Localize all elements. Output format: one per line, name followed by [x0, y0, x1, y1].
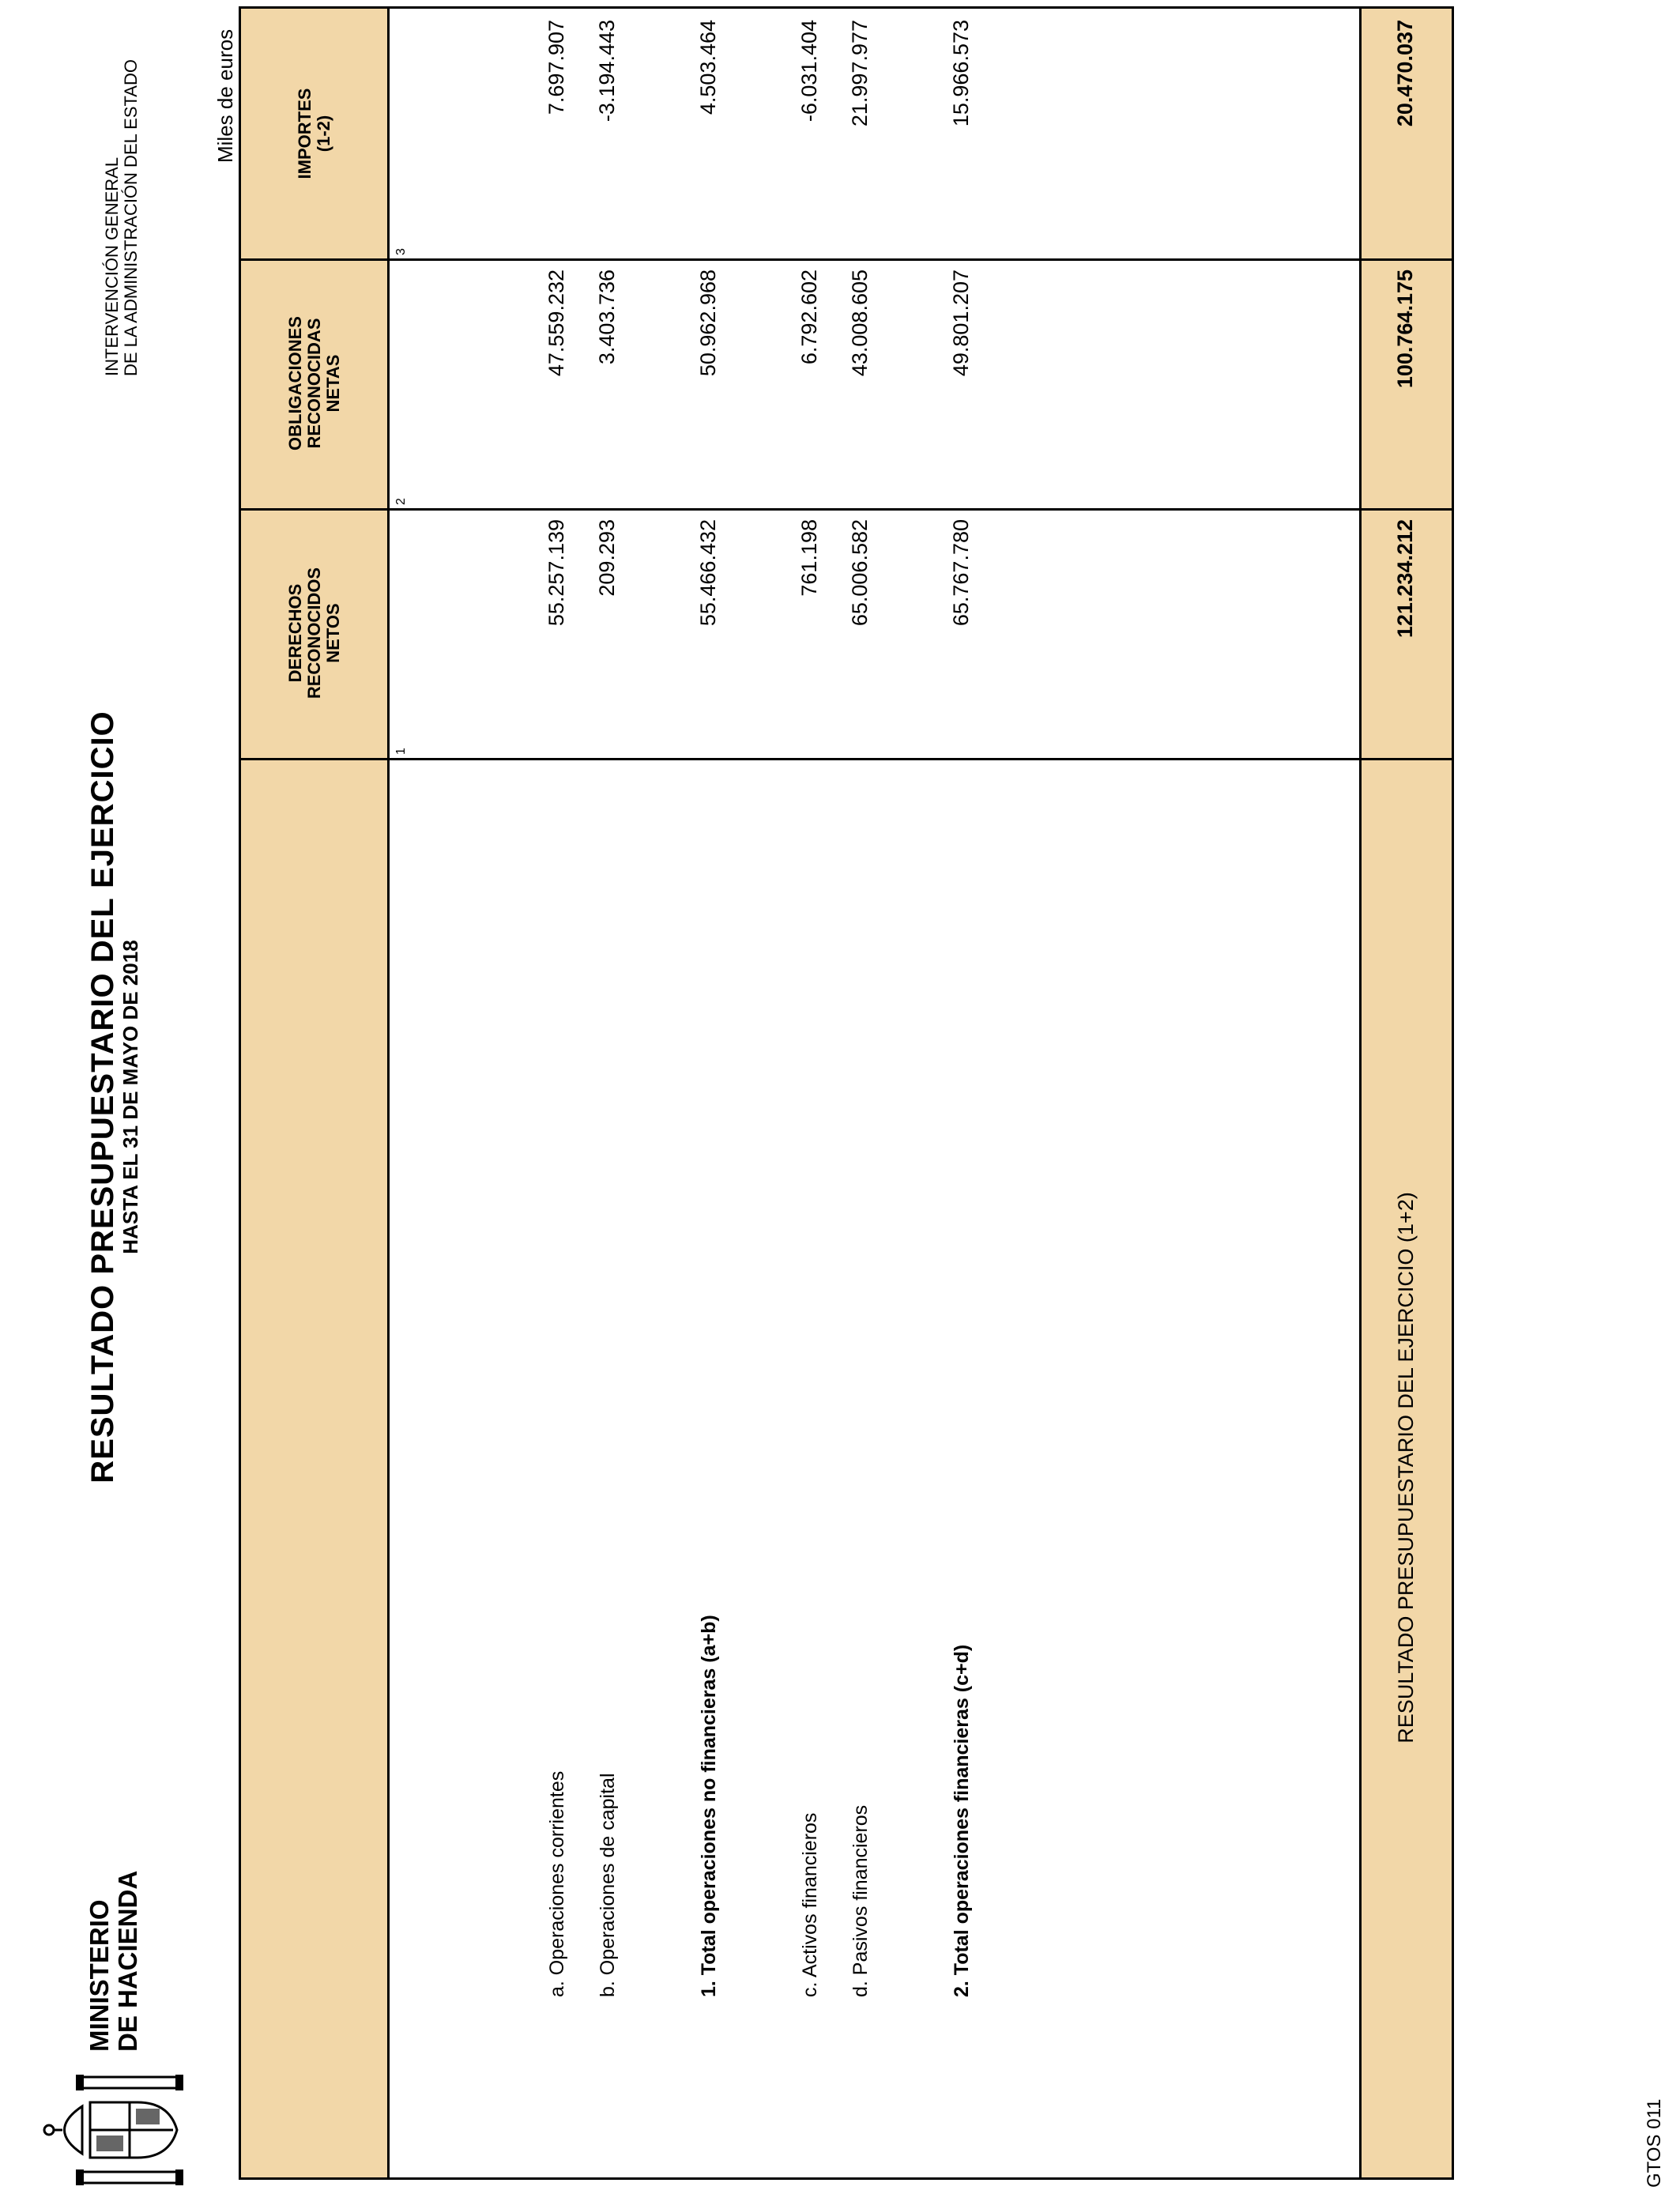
budget-result-table	[239, 6, 1454, 2180]
header-obligaciones: OBLIGACIONES RECONOCIDAS NETAS	[241, 258, 390, 508]
issuing-body-line-2: DE LA ADMINISTRACIÓN DEL ESTADO	[121, 59, 141, 376]
page-subtitle: HASTA EL 31 DE MAYO DE 2018	[119, 940, 142, 1254]
cell-obligaciones: 6.792.602	[797, 270, 821, 365]
form-code: GTOS 011	[1644, 2098, 1665, 2188]
header-importes: IMPORTES (1-2)	[241, 9, 390, 258]
row-label-operaciones-corrientes: a. Operaciones corrientes	[546, 1770, 568, 1997]
cell-derechos: 55.466.432	[696, 519, 720, 627]
total-obligaciones: 100.764.175	[1393, 270, 1417, 389]
row-label-activos-financieros: c. Activos financieros	[799, 1812, 821, 1997]
cell-obligaciones: 49.801.207	[949, 270, 973, 377]
row-label-operaciones-capital: b. Operaciones de capital	[597, 1773, 619, 1997]
ministry-line-1: MINISTERIO	[85, 1899, 114, 2052]
column-divider	[241, 508, 1452, 511]
cell-importes: -6.031.404	[797, 20, 821, 123]
ministry-line-2: DE HACIENDA	[113, 1870, 142, 2052]
column-number-3: 3	[394, 248, 408, 255]
cell-obligaciones: 3.403.736	[595, 270, 619, 365]
cell-derechos: 65.767.780	[949, 519, 973, 627]
issuing-body	[103, 59, 141, 376]
cell-derechos: 761.198	[797, 519, 821, 597]
column-number-1: 1	[394, 748, 408, 755]
cell-obligaciones: 43.008.605	[848, 270, 872, 377]
column-number-2: 2	[394, 498, 408, 505]
units-label: Miles de euros	[213, 28, 237, 163]
cell-importes: 15.966.573	[949, 20, 973, 127]
cell-obligaciones: 50.962.968	[696, 270, 720, 377]
cell-derechos: 55.257.139	[544, 519, 568, 627]
issuing-body-line-1: INTERVENCIÓN GENERAL	[102, 156, 122, 376]
total-row-divider	[1359, 9, 1362, 2177]
cell-importes: -3.194.443	[595, 20, 619, 123]
column-divider	[241, 758, 1452, 760]
cell-importes: 21.997.977	[848, 20, 872, 127]
cell-importes: 7.697.907	[544, 20, 568, 115]
row-label-pasivos-financieros: d. Pasivos financieros	[849, 1804, 872, 1997]
total-importes: 20.470.037	[1393, 20, 1417, 127]
header-concept-cell	[241, 758, 390, 2177]
row-label-total-no-financieras: 1. Total operaciones no financieras (a+b)	[698, 1615, 720, 1997]
total-row-label: RESULTADO PRESUPUESTARIO DEL EJERCICIO (1+2)	[1393, 1192, 1418, 1744]
page-title: RESULTADO PRESUPUESTARIO DEL EJERCICIO	[85, 711, 120, 1483]
cell-derechos: 65.006.582	[848, 519, 872, 627]
row-label-total-financieras: 2. Total operaciones financieras (c+d)	[951, 1644, 973, 1997]
column-divider	[241, 258, 1452, 261]
cell-importes: 4.503.464	[696, 20, 720, 115]
header-derechos: DERECHOS RECONOCIDOS NETOS	[241, 508, 390, 758]
total-derechos: 121.234.212	[1393, 519, 1417, 639]
cell-derechos: 209.293	[595, 519, 619, 597]
total-row	[1360, 9, 1452, 2177]
cell-obligaciones: 47.559.232	[544, 270, 568, 377]
